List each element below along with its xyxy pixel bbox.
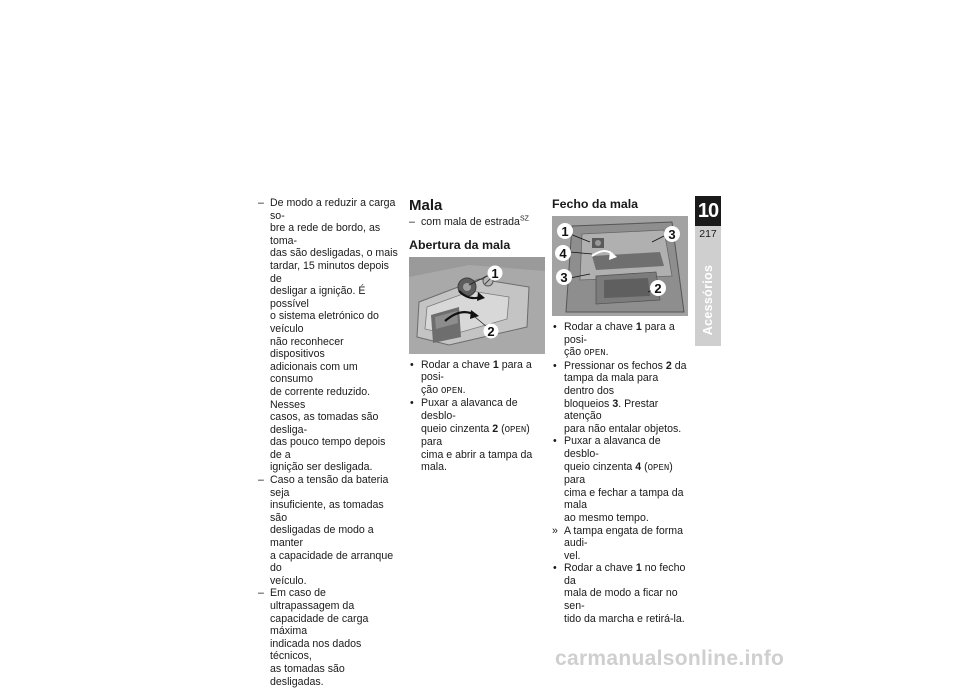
step-turn-key-open: • Rodar a chave 1 para a posi- ção OPEN. [552, 321, 690, 360]
callout-3-right: 3 [668, 227, 676, 242]
equipment-code: SZ [519, 215, 529, 223]
callout-1: 1 [491, 265, 499, 281]
figure-case-closing [552, 216, 688, 316]
dash-item-3: – Em caso de ultrapassagem da capacidade de carga máxima indicada nos dados técnicos, as tomadas são desligadas. [258, 587, 398, 688]
dash-item-2: – Caso a tensão da bateria seja insuficiente, as tomadas são desligadas de modo a manter a capacidade de arranque do veículo. [258, 474, 398, 587]
watermark: carmanualsonline.info [555, 647, 785, 670]
callout-3-left: 3 [560, 270, 568, 285]
callout-4: 4 [559, 246, 567, 261]
callout-2: 2 [654, 281, 662, 296]
column-middle [409, 197, 546, 474]
page-number: 217 [699, 228, 717, 240]
dash-item-1: – De modo a reduzir a carga so- bre a rede de bordo, as toma- das são desligadas, o mais tardar, 15 minutos depois de desligar a ignição. É possível o sistema eletrónico do veículo não reconhecer dispositivos adicionais com um consumo de corrente reduzido. Nesses casos, as tomadas são desliga- das pouco tempo depois de a ignição ser desligada. [258, 197, 398, 474]
subheading-opening: Abertura da mala [409, 237, 511, 252]
step-remove-key: • Rodar a chave 1 no fecho da mala de modo a ficar no sen- tido da marcha e retirá-la. [552, 562, 690, 625]
equipment-note: – com mala de estrada$^{SZ}$ [409, 216, 546, 229]
callout-2: 2 [487, 323, 495, 339]
figure-case-opening [409, 257, 545, 354]
subheading-closing: Fecho da mala [552, 197, 639, 211]
column-left [258, 197, 398, 688]
step-pull-lever: • Puxar a alavanca de desblo- queio cinzenta 2 (OPEN) para cima e abrir a tampa da mala. [409, 397, 546, 474]
column-right [552, 197, 690, 625]
step-turn-key: • Rodar a chave 1 para a posi- ção OPEN. [409, 359, 546, 398]
section-heading-mala: Mala [409, 197, 443, 214]
chapter-title: Acessórios [701, 264, 715, 336]
chapter-number: 10 [695, 196, 721, 226]
result-lid-engages: » A tampa engata de forma audi- vel. [552, 525, 690, 563]
step-pull-lever-close: • Puxar a alavanca de desblo- queio cinzenta 4 (OPEN) para cima e fechar a tampa da mala ao mesmo tempo. [552, 435, 690, 524]
step-press-latches: • Pressionar os fechos 2 da tampa da mala para dentro dos bloqueios 3. Prestar atenção para não entalar objetos. [552, 360, 690, 436]
callout-1: 1 [561, 224, 569, 239]
